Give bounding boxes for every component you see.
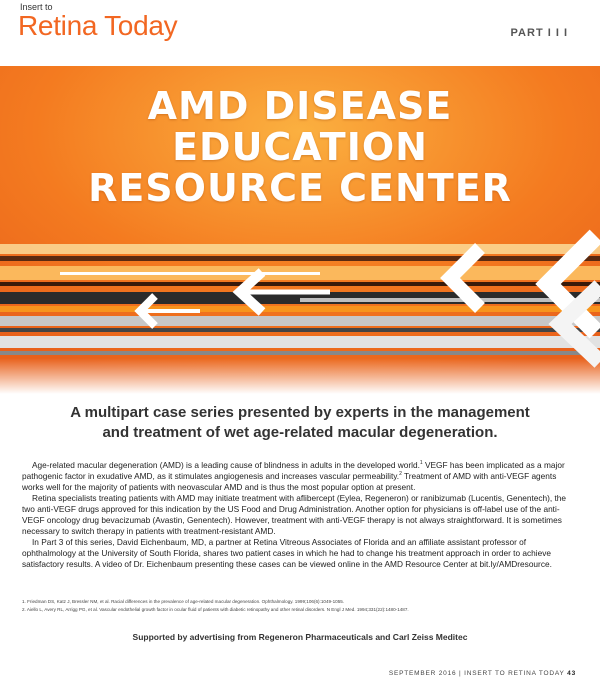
streak bbox=[0, 256, 600, 261]
body-paragraph: Retina specialists treating patients with AMD may initiate treatment with aflibercept (Eylea, Regeneron) or ranibizumab (Lucentis, Genentech), the two anti-VEGF drugs approved for this indication by the US Food and Drug Administration. Another option for physicians is off-label use of the anti-VEGF oncology drug bevacizumab (Avastin, Genentech). However, treatment with anti-VEGF therapy is not always straightforward. It is sometimes necessary to switch therapy in patients with treatment-resistant AMD. bbox=[22, 493, 567, 536]
support-line: Supported by advertising from Regeneron Pharmaceuticals and Carl Zeiss Meditec bbox=[132, 632, 468, 642]
part-label: PART I I I bbox=[510, 27, 568, 39]
streak bbox=[0, 282, 600, 286]
page-number: 43 bbox=[567, 670, 576, 677]
streak bbox=[0, 336, 600, 348]
streak bbox=[0, 244, 600, 254]
banner-title-line: AMD DISEASE bbox=[147, 84, 453, 128]
reference-item: 2. Aiello L, Avery RL, Arrigg PG, et al. Vascular endothelial growth factor in ocular fluid of patients with diabetic retinopathy and other retinal disorders. N Engl J Med. 1994;331(22):1480-1487. bbox=[22, 607, 409, 612]
body-text-span: Age-related macular degeneration (AMD) is a leading cause of blindness in adults in the developed world. bbox=[32, 460, 420, 470]
footer-issue: SEPTEMBER 2016 | INSERT TO RETINA TODAY bbox=[388, 670, 565, 677]
streak bbox=[0, 316, 600, 326]
streak bbox=[0, 351, 600, 355]
masthead-title: Retina Today bbox=[18, 10, 178, 41]
banner-title-line: EDUCATION bbox=[172, 125, 428, 169]
body-paragraph bbox=[22, 460, 578, 493]
banner-title-line: RESOURCE CENTER bbox=[88, 166, 512, 210]
references bbox=[22, 598, 578, 614]
streak bbox=[0, 328, 600, 332]
masthead-insert-label: Insert to bbox=[20, 2, 53, 12]
page-footer bbox=[389, 670, 576, 677]
subtitle-line: and treatment of wet age-related macular degeneration. bbox=[102, 424, 498, 441]
streak-fade bbox=[0, 358, 600, 394]
banner bbox=[0, 66, 600, 394]
streak bbox=[0, 306, 600, 312]
body-text-span: VEGF has been implicated as a major pathogenic factor in exudative AMD, as it stimulates angiogenesis and increases vascular permeability. bbox=[22, 460, 565, 481]
banner-title bbox=[0, 86, 600, 209]
subtitle bbox=[20, 403, 580, 443]
body-paragraph: In Part 3 of this series, David Eichenbaum, MD, a partner at Retina Vitreous Associates of Florida and an affiliate assistant professor of ophthalmology at the University of South Florida, shares two patient cases in which he had to change his treatment approach in order to achieve satisfactory results. A video of Dr. Eichenbaum presenting these cases can be viewed online in the AMD Resource Center at bit.ly/AMDresource. bbox=[22, 537, 552, 569]
reference-item: 1. Friedman DS, Katz J, Bressler NM, et al. Racial differences in the prevalence of age-related macular degeneration. Ophthalmology. 1999;106(6):1049-1055. bbox=[22, 599, 345, 604]
subtitle-line: A multipart case series presented by experts in the management bbox=[70, 404, 530, 421]
citation-marker: 1 bbox=[419, 460, 423, 467]
body-text bbox=[22, 460, 578, 570]
citation-marker: 2 bbox=[399, 471, 402, 478]
streak bbox=[60, 272, 320, 275]
body-text-span: Treatment of AMD with anti-VEGF agents works well for the majority of patients with neovascular AMD and is thus the most popular option at present. bbox=[22, 471, 557, 492]
